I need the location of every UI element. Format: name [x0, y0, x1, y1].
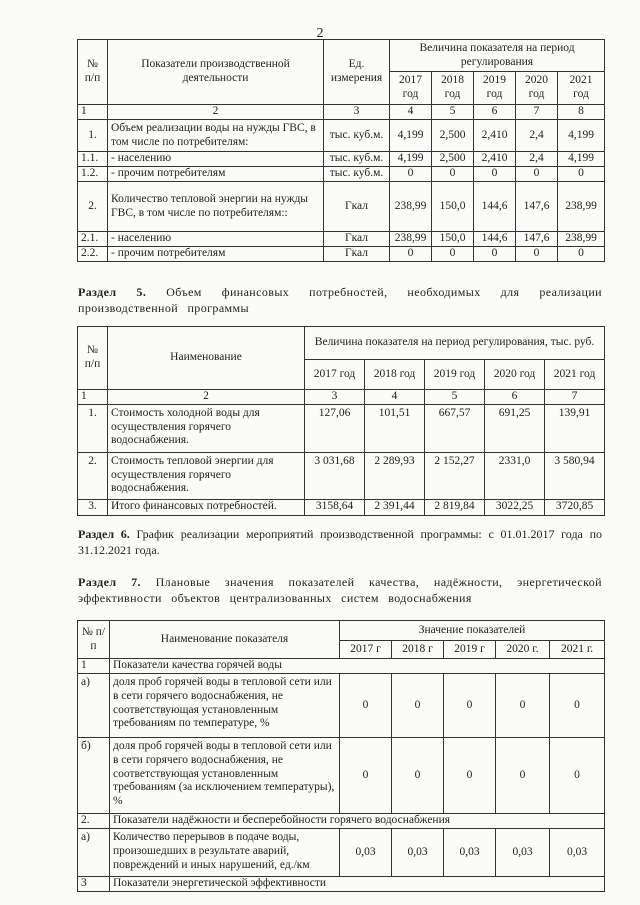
row-name: - населению — [108, 152, 324, 167]
table1-colnum: 7 — [516, 105, 558, 120]
row-name: - населению — [108, 232, 324, 247]
section-6-heading — [78, 526, 602, 558]
row-unit: Гкал — [324, 232, 390, 247]
row-name: Стоимость холодной воды для осуществления горячего водоснабжения. — [108, 404, 305, 452]
row-value: 3 031,68 — [305, 452, 365, 499]
row-num: 1.1. — [78, 152, 108, 167]
section-7-label: Раздел 7. — [78, 575, 141, 589]
row-value: 0,03 — [340, 829, 392, 877]
table3-year: 2019 г — [444, 641, 496, 659]
row-value: 3022,25 — [485, 499, 545, 515]
table-row — [78, 829, 605, 877]
table2-year: 2021 год — [545, 360, 605, 390]
row-value: 4,199 — [558, 152, 605, 167]
table2-colnum: 2 — [108, 390, 305, 405]
table3-head-values: Значение показателей — [340, 621, 605, 641]
row-num: 1. — [78, 404, 108, 452]
table3-year: 2017 г — [340, 641, 392, 659]
row-value: 0 — [516, 247, 558, 262]
row-num: 2. — [78, 452, 108, 499]
row-value: 2 289,93 — [365, 452, 425, 499]
row-value: 238,99 — [558, 182, 605, 232]
group-num: 1 — [78, 659, 110, 674]
row-value: 0 — [558, 247, 605, 262]
quality-indicators-table — [77, 620, 605, 892]
row-value: 139,91 — [545, 404, 605, 452]
row-value: 2,500 — [432, 152, 474, 167]
section-5-text: Объем финансовых потребностей, необходимых для реализации производственной программы — [78, 285, 602, 315]
production-indicators-table — [77, 39, 605, 262]
section-5-heading — [78, 284, 602, 316]
section-7-heading — [78, 574, 602, 606]
table3-year: 2018 г — [392, 641, 444, 659]
row-name: Итого финансовых потребностей. — [108, 499, 305, 515]
row-name: Количество тепловой энергии на нужды ГВС, в том числе по потребителям:: — [108, 182, 324, 232]
row-num: 2.1. — [78, 232, 108, 247]
row-value: 0,03 — [444, 829, 496, 877]
row-value: 0 — [516, 167, 558, 182]
row-name: Объем реализации воды на нужды ГВС, в том числе по потребителям: — [108, 120, 324, 152]
row-value: 0 — [444, 674, 496, 738]
table1-year: 2021 год — [558, 72, 605, 105]
table1-head-period: Величина показателя на период регулирования — [390, 40, 605, 72]
row-value: 238,99 — [390, 232, 432, 247]
row-value: 0 — [496, 738, 550, 814]
row-value: 127,06 — [305, 404, 365, 452]
table2-year: 2019 год — [425, 360, 485, 390]
row-value: 147,6 — [516, 232, 558, 247]
row-num: 1. — [78, 120, 108, 152]
table1-head-name: Показатели производственной деятельности — [108, 40, 324, 105]
row-name: Стоимость тепловой энергии для осуществления горячего водоснабжения. — [108, 452, 305, 499]
table2-year: 2020 год — [485, 360, 545, 390]
table-row — [78, 674, 605, 738]
row-value: 2,4 — [516, 120, 558, 152]
table2-colnum: 1 — [78, 390, 108, 405]
row-value: 0 — [558, 167, 605, 182]
table1-colnum: 8 — [558, 105, 605, 120]
row-value: 0 — [340, 674, 392, 738]
table-row — [78, 738, 605, 814]
row-value: 2331,0 — [485, 452, 545, 499]
row-value: 238,99 — [558, 232, 605, 247]
table-row — [78, 452, 605, 499]
row-value: 144,6 — [474, 182, 516, 232]
table1-year: 2020 год — [516, 72, 558, 105]
group-title: Показатели качества горячей воды — [110, 659, 605, 674]
row-value: 0 — [444, 738, 496, 814]
table1-year: 2019 год — [474, 72, 516, 105]
row-value: 2,410 — [474, 152, 516, 167]
table1-year: 2017 год — [390, 72, 432, 105]
section-6-label: Раздел 6. — [78, 527, 130, 541]
table2-colnum: 5 — [425, 390, 485, 405]
table1-colnum: 1 — [78, 105, 108, 120]
row-value: 0 — [474, 167, 516, 182]
row-unit: тыс. куб.м. — [324, 167, 390, 182]
row-value: 3 580,94 — [545, 452, 605, 499]
table1-head-num: № п/п — [78, 40, 108, 105]
table-row — [78, 659, 605, 674]
row-name: Количество перерывов в подаче воды, произошедших в результате аварий, повреждений и иных нарушений, ед./км — [110, 829, 340, 877]
row-num: а) — [78, 674, 110, 738]
row-num: а) — [78, 829, 110, 877]
table2-year: 2018 год — [365, 360, 425, 390]
row-unit: тыс. куб.м. — [324, 120, 390, 152]
row-num: б) — [78, 738, 110, 814]
table2-colnum: 6 — [485, 390, 545, 405]
row-value: 147,6 — [516, 182, 558, 232]
row-value: 3720,85 — [545, 499, 605, 515]
row-value: 4,199 — [390, 152, 432, 167]
row-value: 0,03 — [550, 829, 605, 877]
table3-year: 2020 г. — [496, 641, 550, 659]
row-value: 150,0 — [432, 232, 474, 247]
table2-head-num: № п/п — [78, 327, 108, 390]
table-row — [78, 232, 605, 247]
section-5-label: Раздел 5. — [78, 285, 147, 299]
row-name: - прочим потребителям — [108, 247, 324, 262]
table-row — [78, 182, 605, 232]
row-value: 0 — [550, 738, 605, 814]
financial-needs-table — [77, 326, 605, 516]
row-value: 4,199 — [390, 120, 432, 152]
table1-head-unit: Ед. измерения — [324, 40, 390, 105]
row-value: 2,500 — [432, 120, 474, 152]
row-value: 0 — [392, 674, 444, 738]
row-value: 0 — [390, 167, 432, 182]
group-num: 2. — [78, 814, 110, 829]
row-name: - прочим потребителям — [108, 167, 324, 182]
table2-head-name: Наименование — [108, 327, 305, 390]
table-row — [78, 152, 605, 167]
table1-colnum: 5 — [432, 105, 474, 120]
group-title: Показатели энергетической эффективности — [110, 877, 605, 892]
row-value: 2,410 — [474, 120, 516, 152]
row-value: 667,57 — [425, 404, 485, 452]
row-value: 0 — [432, 167, 474, 182]
row-unit: Гкал — [324, 182, 390, 232]
table1-year: 2018 год — [432, 72, 474, 105]
row-value: 4,199 — [558, 120, 605, 152]
section-6-text: График реализации мероприятий производственной программы: с 01.01.2017 года по 31.12.2021 года. — [78, 527, 602, 557]
table2-colnum: 3 — [305, 390, 365, 405]
row-name: доля проб горячей воды в тепловой сети или в сети горячего водоснабжения, не соответствующая установленным требованиям по температуре, % — [110, 674, 340, 738]
row-name: доля проб горячей воды в тепловой сети или в сети горячего водоснабжения, не соответствующая установленным требованиям (за исключением температуры), % — [110, 738, 340, 814]
table-row — [78, 814, 605, 829]
row-value: 2 152,27 — [425, 452, 485, 499]
row-value: 144,6 — [474, 232, 516, 247]
row-unit: тыс. куб.м. — [324, 152, 390, 167]
row-num: 2.2. — [78, 247, 108, 262]
row-value: 0 — [550, 674, 605, 738]
row-value: 3158,64 — [305, 499, 365, 515]
table-row — [78, 404, 605, 452]
table-row — [78, 247, 605, 262]
table1-colnum: 2 — [108, 105, 324, 120]
row-value: 101,51 — [365, 404, 425, 452]
table1-colnum: 3 — [324, 105, 390, 120]
row-value: 0 — [390, 247, 432, 262]
row-num: 2. — [78, 182, 108, 232]
row-value: 0 — [392, 738, 444, 814]
row-value: 238,99 — [390, 182, 432, 232]
group-title: Показатели надёжности и бесперебойности горячего водоснабжения — [110, 814, 605, 829]
table1-colnum: 6 — [474, 105, 516, 120]
table-row — [78, 499, 605, 515]
row-unit: Гкал — [324, 247, 390, 262]
row-value: 0 — [474, 247, 516, 262]
row-value: 0 — [432, 247, 474, 262]
table2-year: 2017 год — [305, 360, 365, 390]
row-value: 691,25 — [485, 404, 545, 452]
row-num: 1.2. — [78, 167, 108, 182]
table-row — [78, 167, 605, 182]
row-value: 0,03 — [392, 829, 444, 877]
row-value: 2 391,44 — [365, 499, 425, 515]
group-num: 3 — [78, 877, 110, 892]
table2-colnum: 7 — [545, 390, 605, 405]
section-7-text: Плановые значения показателей качества, надёжности, энергетической эффективности объектов централизованных систем водоснабжения — [78, 575, 602, 605]
table3-head-name: Наименование показателя — [110, 621, 340, 659]
row-value: 0 — [340, 738, 392, 814]
table3-year: 2021 г. — [550, 641, 605, 659]
table3-head-num: № п/п — [78, 621, 110, 659]
table2-colnum: 4 — [365, 390, 425, 405]
page-number: 2 — [316, 26, 324, 41]
row-value: 150,0 — [432, 182, 474, 232]
row-num: 3. — [78, 499, 108, 515]
table1-colnum: 4 — [390, 105, 432, 120]
row-value: 0,03 — [496, 829, 550, 877]
table-row — [78, 877, 605, 892]
row-value: 2,4 — [516, 152, 558, 167]
table-row — [78, 120, 605, 152]
row-value: 0 — [496, 674, 550, 738]
row-value: 2 819,84 — [425, 499, 485, 515]
table2-head-period: Величина показателя на период регулирования, тыс. руб. — [305, 327, 605, 360]
